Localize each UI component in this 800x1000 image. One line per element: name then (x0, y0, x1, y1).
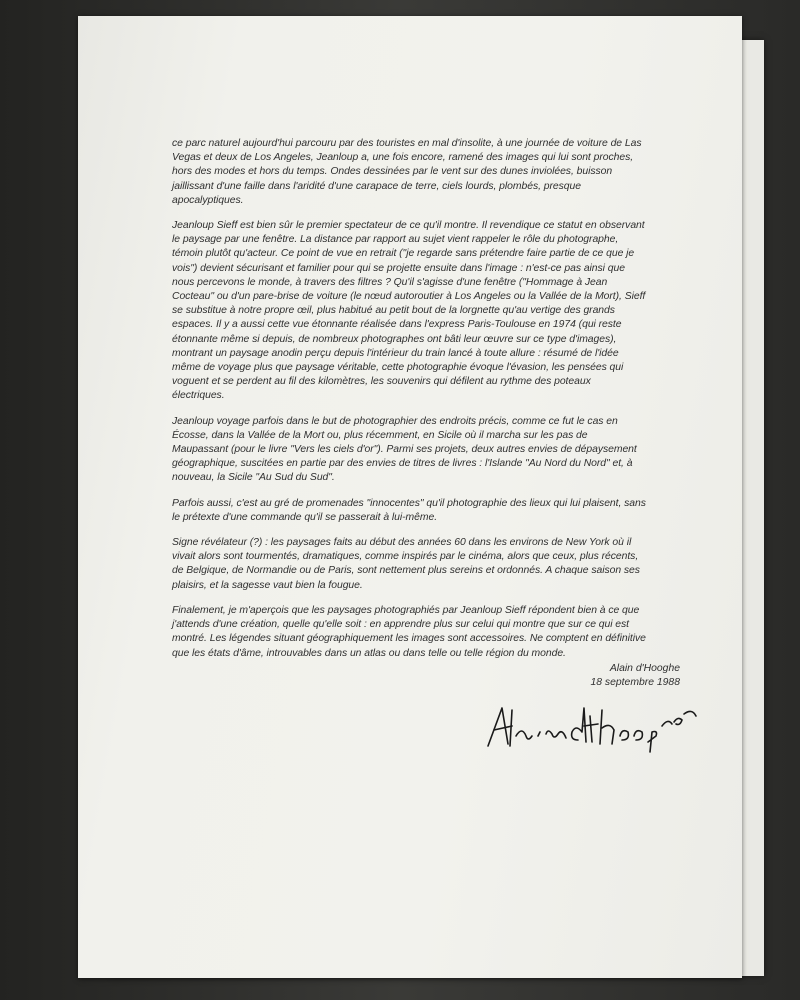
essay-date: 18 septembre 1988 (590, 677, 680, 689)
paragraph-4: Parfois aussi, c'est au gré de promenades "innocentes" qu'il photographie des lieux qui lui plaisent, sans le prétexte d'une commande qu'il se passerait à lui-même. (172, 497, 646, 523)
paragraph-5: Signe révélateur (?) : les paysages faits au début des années 60 dans les environs de New York où il vivait alors sont tourmentés, dramatiques, comme inspirés par le cinéma, alors que ceux, plus récents, de Belgique, de Normandie ou de Paris, sont nettement plus sereins et ordonnés. A chaque saison ses plaisirs, et la sagesse vaut bien la fougue. (172, 537, 640, 591)
handwritten-signature (482, 696, 702, 756)
paragraph-3: Jeanloup voyage parfois dans le but de photographier des endroits précis, comme ce fut le cas en Écosse, dans la Vallée de la Mort ou, plus récemment, en Sicile où il marcha sur les pas de Maupassant (pour le livre "Vers les ciels d'or"). Parmi ses projets, deux autres envies de dépaysement géographique, suscitées en partie par des envies de titres de livres : l'Islande "Au Nord du Nord" et, à nouveau, la Sicile "Au Sud du Sud". (172, 415, 637, 484)
author-name: Alain d'Hooghe (609, 663, 680, 674)
author-block (520, 662, 680, 690)
show-through-text (740, 126, 800, 266)
paragraph-2: Jeanloup Sieff est bien sûr le premier spectateur de ce qu'il montre. Il revendique ce statut en observant le paysage par une fenêtre. La distance par rapport au sujet vient rappeler le rôle du photographe, témoin plutôt qu'acteur. Ce point de vue en retrait ("je regarde sans prétendre faire partie de ce que je vois") devient sécurisant et familier pour qui se projette ensuite dans l'image : n'est-ce pas ainsi que nous percevons le monde, à travers des filtres ? Qu'il s'agisse d'une fenêtre ("Hommage à Jean Cocteau" ou d'un pare-brise de voiture (le nœud autoroutier à Los Angeles ou la Vallée de la Mort), Sieff se substitue à notre propre œil, plus habitué au petit bout de la lorgnette qu'au vertige des grands espaces. Il y a aussi cette vue étonnante réalisée dans l'express Paris-Toulouse en 1974 (qui reste étonnante même si depuis, de nombreux photographes ont bâti leur œuvre sur ce type d'images), montrant un paysage anodin perçu depuis l'intérieur du train lancé à toute allure : résumé de l'idée même de voyage plus que paysage véritable, cette photographie évoque l'évasion, les pensées qui voguent et se perdent au fil des kilomètres, les souvenirs qui défilent au rythme des poteaux électriques. (172, 220, 646, 402)
paragraph-1: ce parc naturel aujourd'hui parcouru par des touristes en mal d'insolite, à une journée de voiture de Las Vegas et deux de Los Angeles, Jeanloup a, une fois encore, ramené des images qui lui sont proches, hors des modes et hors du temps. Ondes dessinées par le vent sur des dunes inviolées, buisson jaillissant d'une faille dans l'aridité d'une carapace de terre, ciels lourds, plombés, presque apocalyptiques. (172, 138, 642, 206)
paragraph-6: Finalement, je m'aperçois que les paysages photographiés par Jeanloup Sieff répondent bien à ce que j'attends d'une création, quelle qu'elle soit : en apprendre plus sur celui qui montre que sur ce qui est montré. Les légendes situant géographiquement les images sont accessoires. Ne comptent en définitive que les états d'âme, introuvables dans un atlas ou dans telle ou telle région du monde. (172, 604, 646, 659)
essay-text (172, 137, 646, 672)
